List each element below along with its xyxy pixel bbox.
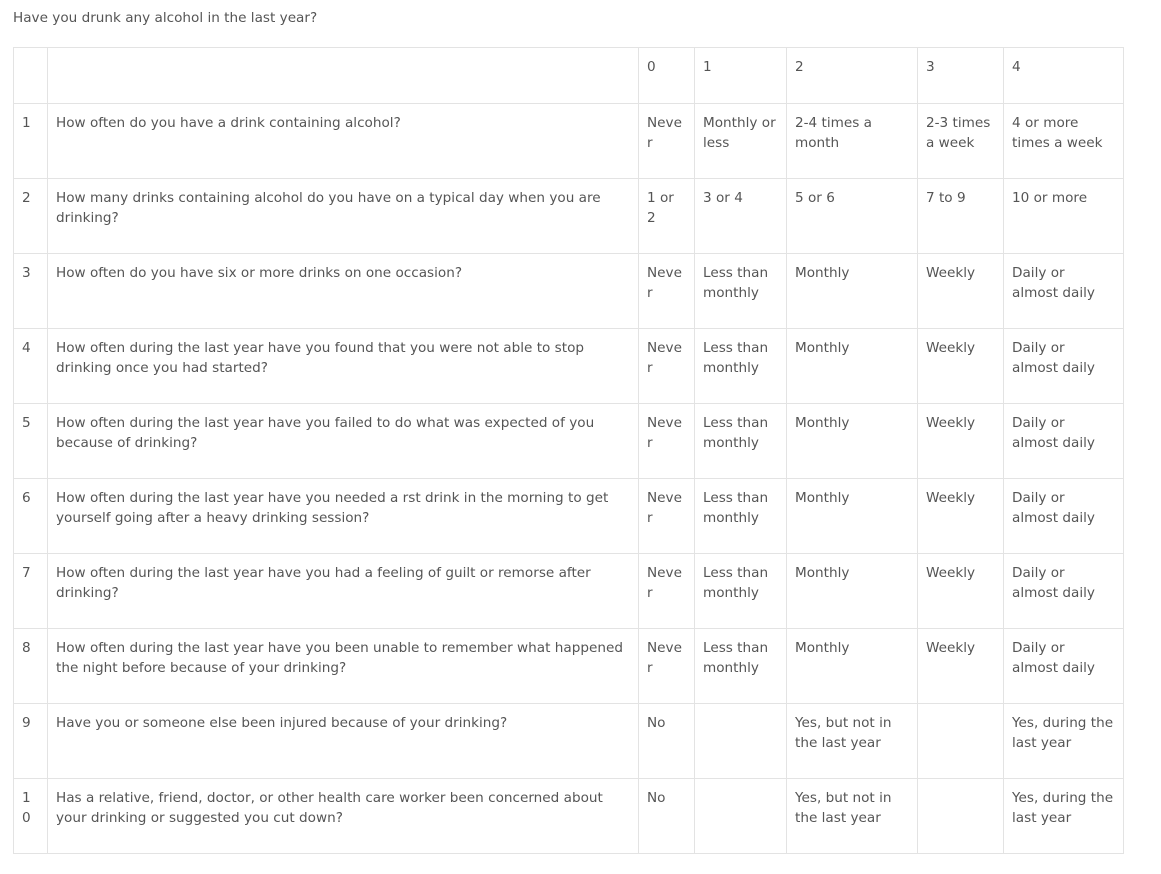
answer-cell-2: 2-4 times a month [787,104,918,179]
score-header-3: 3 [918,48,1004,104]
answer-cell-4: Daily or almost daily [1004,554,1124,629]
question-text: Have you or someone else been injured because of your drinking? [48,704,639,779]
score-header-4: 4 [1004,48,1124,104]
answer-cell-0: 1 or 2 [639,179,695,254]
answer-cell-2: Monthly [787,254,918,329]
table-row [14,554,1124,629]
answer-cell-1: Less than monthly [695,554,787,629]
answer-cell-0: Never [639,329,695,404]
answer-cell-3: Weekly [918,254,1004,329]
answer-cell-1: Less than monthly [695,629,787,704]
answer-cell-1: Less than monthly [695,329,787,404]
answer-cell-4: 4 or more times a week [1004,104,1124,179]
answer-cell-3 [918,704,1004,779]
answer-cell-1: Less than monthly [695,404,787,479]
question-text: How often during the last year have you had a feeling of guilt or remorse after drinking? [48,554,639,629]
answer-cell-2: Monthly [787,629,918,704]
answer-cell-1 [695,779,787,854]
question-number: 6 [14,479,48,554]
question-number: 5 [14,404,48,479]
answer-cell-3: Weekly [918,554,1004,629]
answer-cell-2: Yes, but not in the last year [787,704,918,779]
answer-cell-4: Daily or almost daily [1004,404,1124,479]
score-header-2: 2 [787,48,918,104]
answer-cell-2: Monthly [787,554,918,629]
answer-cell-0: Never [639,554,695,629]
question-number: 4 [14,329,48,404]
answer-cell-3: 2-3 times a week [918,104,1004,179]
answer-cell-3: 7 to 9 [918,179,1004,254]
table-row [14,704,1124,779]
header-row [14,48,1124,104]
score-header-1: 1 [695,48,787,104]
question-number: 9 [14,704,48,779]
question-number: 1 [14,104,48,179]
answer-cell-3 [918,779,1004,854]
answer-cell-1: Less than monthly [695,254,787,329]
answer-cell-0: Never [639,479,695,554]
answer-cell-0: No [639,704,695,779]
table-row [14,629,1124,704]
answer-cell-0: Never [639,254,695,329]
table-row [14,479,1124,554]
question-number: 3 [14,254,48,329]
answer-cell-4: Daily or almost daily [1004,629,1124,704]
answer-cell-3: Weekly [918,479,1004,554]
header-number-cell [14,48,48,104]
table-row [14,404,1124,479]
answer-cell-2: 5 or 6 [787,179,918,254]
table-row [14,329,1124,404]
question-number: 8 [14,629,48,704]
question-text: How often during the last year have you found that you were not able to stop drinking once you had started? [48,329,639,404]
answer-cell-3: Weekly [918,404,1004,479]
question-text: How often do you have six or more drinks on one occasion? [48,254,639,329]
question-text: How often during the last year have you failed to do what was expected of you because of drinking? [48,404,639,479]
answer-cell-4: Yes, during the last year [1004,704,1124,779]
answer-cell-3: Weekly [918,329,1004,404]
answer-cell-1 [695,704,787,779]
answer-cell-4: Daily or almost daily [1004,254,1124,329]
score-header-0: 0 [639,48,695,104]
answer-cell-0: No [639,779,695,854]
table-row [14,779,1124,854]
answer-cell-4: Daily or almost daily [1004,329,1124,404]
answer-cell-2: Monthly [787,479,918,554]
answer-cell-2: Monthly [787,329,918,404]
answer-cell-4: Daily or almost daily [1004,479,1124,554]
question-text: How often do you have a drink containing alcohol? [48,104,639,179]
question-number: 2 [14,179,48,254]
question-number: 7 [14,554,48,629]
question-text: How many drinks containing alcohol do you have on a typical day when you are drinking? [48,179,639,254]
answer-cell-3: Weekly [918,629,1004,704]
question-text: How often during the last year have you needed a rst drink in the morning to get yourself going after a heavy drinking session? [48,479,639,554]
answer-cell-2: Yes, but not in the last year [787,779,918,854]
question-number: 10 [14,779,48,854]
answer-cell-4: 10 or more [1004,179,1124,254]
answer-cell-4: Yes, during the last year [1004,779,1124,854]
header-question-cell [48,48,639,104]
question-text: How often during the last year have you been unable to remember what happened the night before because of your drinking? [48,629,639,704]
answer-cell-1: Monthly or less [695,104,787,179]
answer-cell-2: Monthly [787,404,918,479]
answer-cell-1: 3 or 4 [695,179,787,254]
answer-cell-1: Less than monthly [695,479,787,554]
table-row [14,254,1124,329]
answer-cell-0: Never [639,629,695,704]
answer-cell-0: Never [639,404,695,479]
table-row [14,104,1124,179]
question-text: Has a relative, friend, doctor, or other health care worker been concerned about your drinking or suggested you cut down? [48,779,639,854]
table-row [14,179,1124,254]
page-title: Have you drunk any alcohol in the last year? [13,10,318,26]
answer-cell-0: Never [639,104,695,179]
audit-questionnaire-table [13,47,1124,854]
